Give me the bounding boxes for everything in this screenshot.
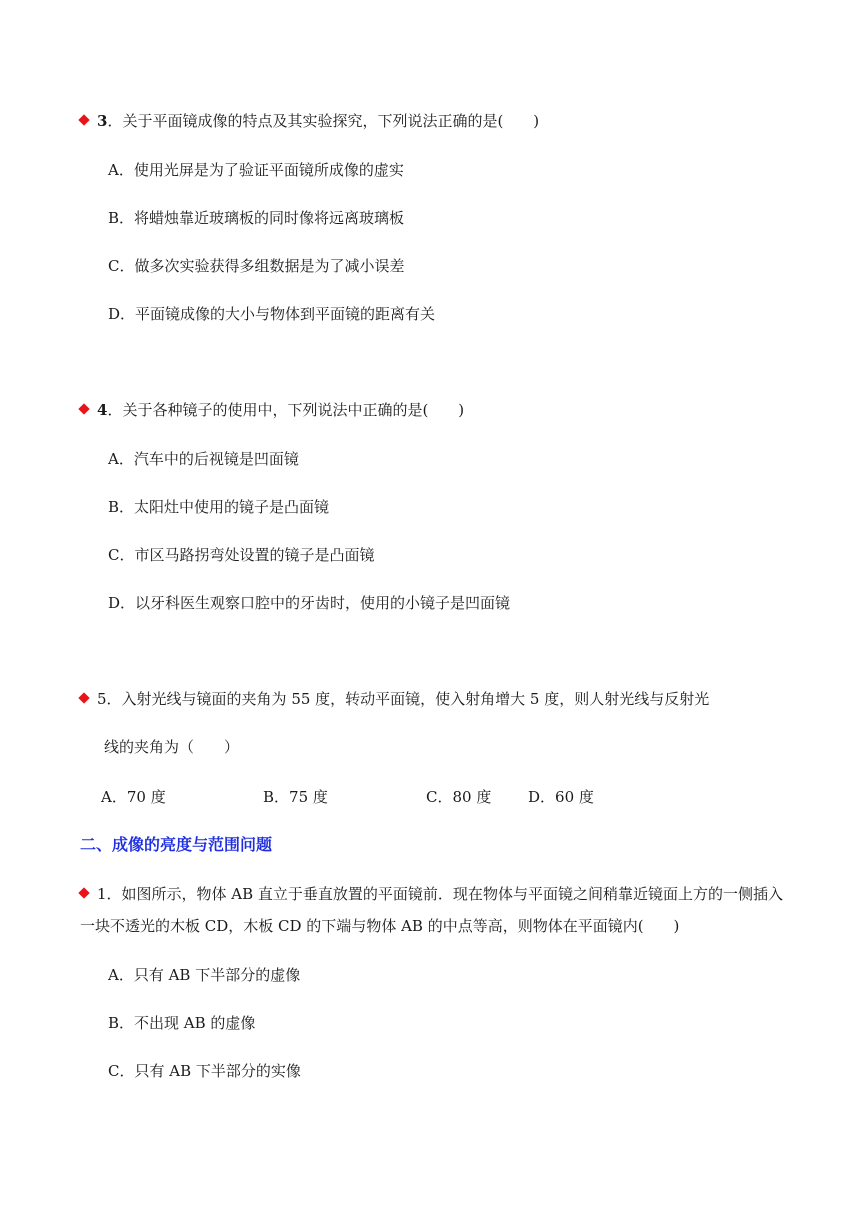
q3-option-b: B．将蜡烛靠近玻璃板的同时像将远离玻璃板: [108, 209, 405, 227]
diamond-bullet-icon: [78, 114, 89, 125]
question-text: 5．入射光线与镜面的夹角为 55 度，转动平面镜，使入射角增大 5 度，则人射光线与反射光: [97, 690, 710, 708]
question-text: 1．如图所示，物体 AB 直立于垂直放置的平面镜前．现在物体与平面镜之间稍靠近镜面上方的一侧插入: [97, 885, 783, 903]
diamond-bullet-icon: [78, 887, 89, 898]
q4-option-d: D．以牙科医生观察口腔中的牙齿时，使用的小镜子是凹面镜: [108, 594, 511, 612]
q4-option-a: A．汽车中的后视镜是凹面镜: [108, 450, 299, 468]
q4-option-c: C．市区马路拐弯处设置的镜子是凸面镜: [108, 546, 375, 564]
q5-option-a: A．70 度: [101, 788, 166, 806]
section-title: 二、成像的亮度与范围问题: [80, 835, 273, 854]
diamond-bullet-icon: [78, 692, 89, 703]
s2q1-option-a: A．只有 AB 下半部分的虚像: [108, 966, 301, 984]
question-4-stem: [80, 400, 464, 420]
question-5-stem-line2: 线的夹角为（ ）: [104, 738, 240, 756]
q4-option-b: B．太阳灶中使用的镜子是凸面镜: [108, 498, 330, 516]
question-number: 4: [97, 401, 108, 419]
diamond-bullet-icon: [78, 403, 89, 414]
section2-question-1-line1: [80, 884, 783, 904]
s2q1-option-b: B．不出现 AB 的虚像: [108, 1014, 256, 1032]
question-5-stem-line1: [80, 689, 709, 709]
q3-option-d: D．平面镜成像的大小与物体到平面镜的距离有关: [108, 305, 436, 323]
q3-option-a: A．使用光屏是为了验证平面镜所成像的虚实: [108, 161, 404, 179]
q3-option-c: C．做多次实验获得多组数据是为了减小误差: [108, 257, 405, 275]
question-text: ．关于各种镜子的使用中，下列说法中正确的是( ): [107, 401, 465, 419]
question-3-stem: [80, 111, 539, 131]
section2-question-1-line2: 一块不透光的木板 CD，木板 CD 的下端与物体 AB 的中点等高，则物体在平面镜内( ): [80, 917, 680, 935]
question-text: ．关于平面镜成像的特点及其实验探究，下列说法正确的是( ): [107, 112, 540, 130]
question-number: 3: [97, 112, 108, 130]
s2q1-option-c: C．只有 AB 下半部分的实像: [108, 1062, 301, 1080]
q5-option-b: B．75 度: [263, 788, 328, 806]
q5-option-c: C．80 度: [426, 788, 492, 806]
q5-option-d: D．60 度: [528, 788, 594, 806]
